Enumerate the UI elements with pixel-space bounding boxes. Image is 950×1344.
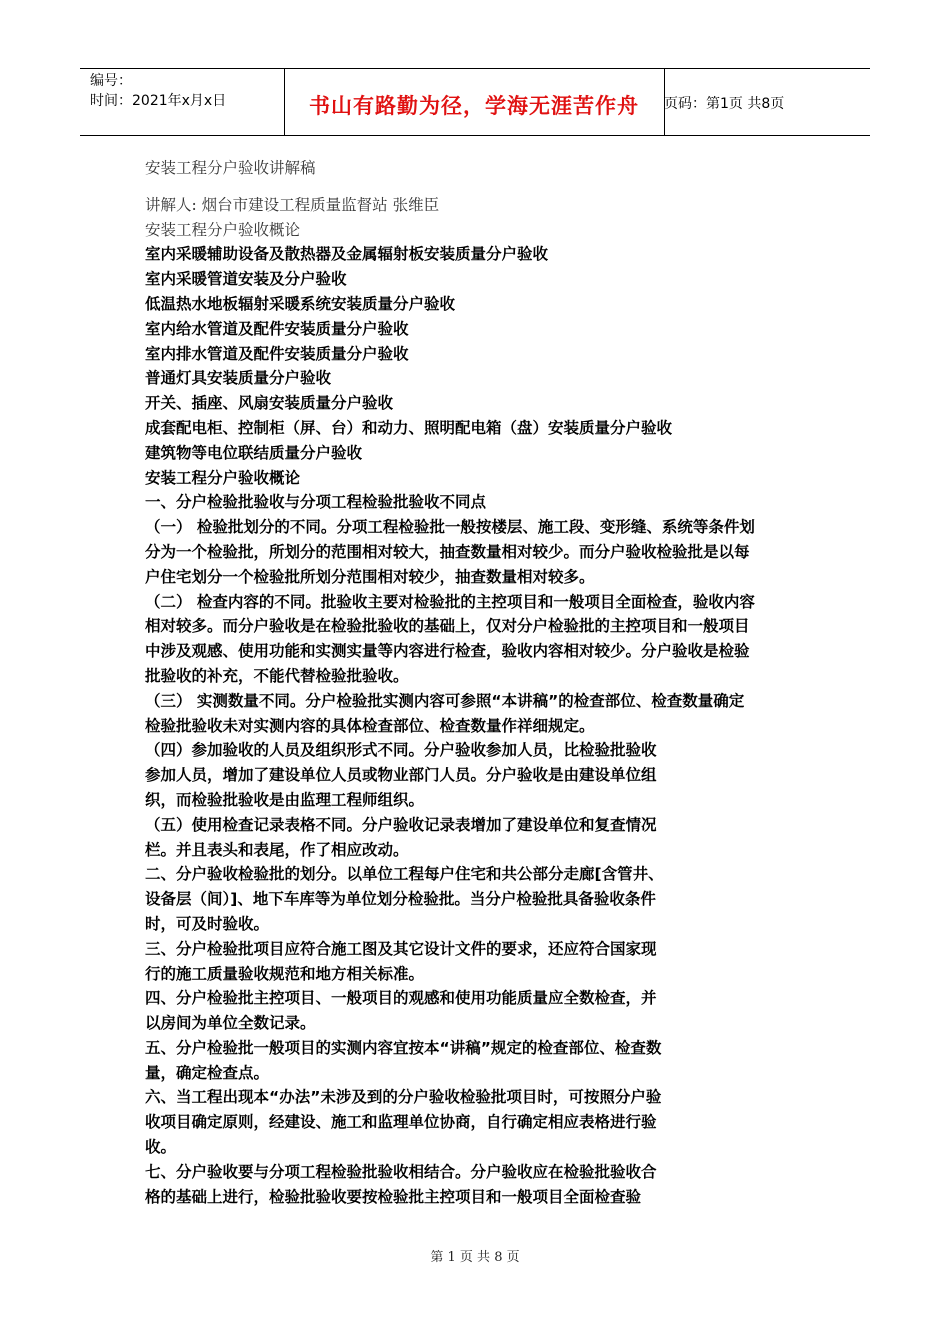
body-line: 三、分户检验批项目应符合施工图及其它设计文件的要求，还应符合国家现 bbox=[145, 939, 657, 958]
body-line: 六、当工程出现本“办法”未涉及到的分户验收检验批项目时，可按照分户验 bbox=[145, 1088, 662, 1107]
header-top-rule bbox=[80, 68, 870, 69]
body-line: 行的施工质量验收规范和地方相关标准。 bbox=[145, 964, 425, 983]
document-title: 安装工程分户验收讲解稿 bbox=[145, 159, 316, 177]
body-line: 相对较多。而分户验收是在检验批验收的基础上，仅对分户检验批的主控项目和一般项目 bbox=[145, 617, 750, 636]
body-line: 设备层（间）]、地下车库等为单位划分检验批。当分户检验批具备验收条件 bbox=[145, 890, 656, 909]
body-line: （四）参加验收的人员及组织形式不同。分户验收参加人员，比检验批验收 bbox=[145, 741, 657, 760]
body-line: 二、分户验收检验批的划分。以单位工程每户住宅和共公部分走廊[含管井、 bbox=[145, 865, 664, 884]
body-line: （二） 检查内容的不同。批验收主要对检验批的主控项目和一般项目全面检查，验收内容 bbox=[145, 592, 755, 611]
document-body bbox=[145, 156, 815, 1209]
body-line: 量，确定检查点。 bbox=[145, 1063, 270, 1082]
body-line: 织，而检验批验收是由监理工程师组织。 bbox=[145, 790, 425, 809]
toc-item: 室内排水管道及配件安装质量分户验收 bbox=[145, 344, 409, 363]
header-number: 编号： bbox=[90, 73, 132, 89]
toc-item: 开关、插座、风扇安装质量分户验收 bbox=[145, 394, 394, 413]
toc-item: 低温热水地板辐射采暖系统安装质量分户验收 bbox=[145, 294, 456, 313]
body-line: 检验批验收未对实测内容的具体检查部位、检查数量作祥细规定。 bbox=[145, 716, 595, 735]
body-line: 七、分户验收要与分项工程检验批验收相结合。分户验收应在检验批验收合 bbox=[145, 1162, 657, 1181]
body-line: （五）使用检查记录表格不同。分户验收记录表增加了建设单位和复查情况 bbox=[145, 815, 657, 834]
page-header bbox=[80, 68, 870, 136]
body-line: 一、分户检验批验收与分项工程检验批验收不同点 bbox=[145, 493, 487, 512]
body-line: 分为一个检验批，所划分的范围相对较大，抽查数量相对较少。而分户验收检验批是以每 bbox=[145, 542, 750, 561]
body-line: 参加人员，增加了建设单位人员或物业部门人员。分户验收是由建设单位组 bbox=[145, 766, 657, 785]
body-line: 以房间为单位全数记录。 bbox=[145, 1014, 316, 1033]
toc-item: 成套配电柜、控制柜（屏、台）和动力、照明配电箱（盘）安装质量分户验收 bbox=[145, 418, 673, 437]
toc-item: 普通灯具安装质量分户验收 bbox=[145, 369, 332, 388]
body-line: 时，可及时验收。 bbox=[145, 914, 270, 933]
toc-item: 室内给水管道及配件安装质量分户验收 bbox=[145, 319, 409, 338]
toc-item: 室内采暖辅助设备及散热器及金属辐射板安装质量分户验收 bbox=[145, 245, 549, 264]
document-overview: 安装工程分户验收概论 bbox=[145, 220, 301, 239]
body-line: 五、分户检验批一般项目的实测内容宜按本“讲稿”规定的检查部位、检查数 bbox=[145, 1038, 662, 1057]
header-motto: 书山有路勤为径，学海无涯苦作舟 bbox=[309, 94, 639, 118]
body-line: 收项目确定原则，经建设、施工和监理单位协商，自行确定相应表格进行验 bbox=[145, 1113, 657, 1132]
body-line: 户住宅划分一个检验批所划分范围相对较少，抽查数量相对较多。 bbox=[145, 567, 595, 586]
body-line: 批验收的补充，不能代替检验批验收。 bbox=[145, 666, 409, 685]
header-meta bbox=[90, 71, 226, 111]
document-speaker: 讲解人: 烟台市建设工程质量监督站 张维臣 bbox=[145, 195, 440, 214]
body-line: 栏。并且表头和表尾，作了相应改动。 bbox=[145, 840, 409, 859]
page-footer: 第 1 页 共 8 页 bbox=[430, 1250, 520, 1265]
body-line: 收。 bbox=[145, 1138, 177, 1157]
header-bottom-rule bbox=[80, 135, 870, 136]
body-line: （一） 检验批划分的不同。分项工程检验批一般按楼层、施工段、变形缝、系统等条件划 bbox=[145, 518, 755, 537]
toc-item: 室内采暖管道安装及分户验收 bbox=[145, 270, 347, 289]
body-line: 中涉及观感、使用功能和实测实量等内容进行检查，验收内容相对较少。分户验收是检验 bbox=[145, 642, 750, 661]
toc-item: 建筑物等电位联结质量分户验收 bbox=[145, 443, 363, 462]
toc-item: 安装工程分户验收概论 bbox=[145, 468, 301, 487]
body-line: 四、分户检验批主控项目、一般项目的观感和使用功能质量应全数检查，并 bbox=[145, 989, 657, 1008]
header-date: 时间：2021年x月x日 bbox=[90, 93, 227, 109]
body-line: 格的基础上进行，检验批验收要按检验批主控项目和一般项目全面检查验 bbox=[145, 1187, 642, 1206]
body-line: （三） 实测数量不同。分户检验批实测内容可参照“本讲稿”的检查部位、检查数量确定 bbox=[145, 691, 745, 710]
header-page-number: 页码：第1页 共8页 bbox=[664, 96, 785, 112]
